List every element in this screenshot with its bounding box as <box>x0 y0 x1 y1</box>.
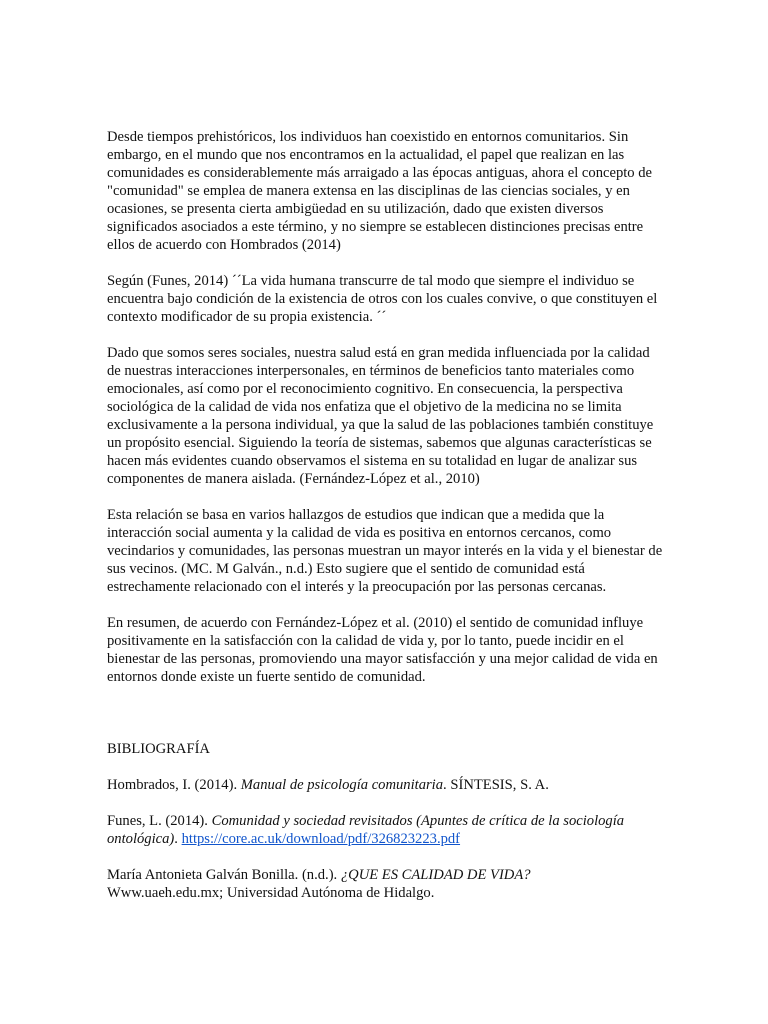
reference-title: ¿QUE ES CALIDAD DE VIDA? <box>340 867 531 883</box>
paragraph-summary: En resumen, de acuerdo con Fernández-López et al. (2010) el sentido de comunidad influye positivamente en la satisfacción con la calidad de vida y, por lo tanto, puede incidir en el bienestar de las personas, promoviendo una mayor satisfacción y una mejor calidad de vida en entornos donde existe un fuerte sentido de comunidad. <box>107 615 658 685</box>
reference-hombrados <box>107 776 663 794</box>
paragraph-relation: Esta relación se basa en varios hallazgos de estudios que indican que a medida que la interacción social aumenta y la calidad de vida es positiva en entornos cercanos, como vecindarios y comunidades, las personas muestran un mayor interés en la vida y el bienestar de sus vecinos. (MC. M Galván., n.d.) Esto sugiere que el sentido de comunidad está estrechamente relacionado con el interés y la preocupación por las personas cercanas. <box>107 507 663 595</box>
document-page <box>107 128 663 920</box>
reference-funes <box>107 812 663 848</box>
reference-author: Funes, L. (2014). <box>107 813 212 829</box>
paragraph-intro: Desde tiempos prehistóricos, los individuos han coexistido en entornos comunitarios. Sin embargo, en el mundo que nos encontramos en la actualidad, el papel que realizan en las comunidades es considerablemente más arraigado a las épocas antiguas, ahora el concepto de "comunidad" se emplea de manera extensa en las disciplinas de las ciencias sociales, y en ocasiones, se presenta cierta ambigüedad en su utilización, dado que existen diversos significados asociados a este término, y no siempre se establecen distinciones precisas entre ellos de acuerdo con Hombrados (2014) <box>107 129 653 253</box>
reference-publisher: . SÍNTESIS, S. A. <box>443 777 549 793</box>
reference-title: Manual de psicología comunitaria <box>240 777 444 793</box>
reference-galvan <box>107 866 663 902</box>
bibliography-heading: BIBLIOGRAFÍA <box>107 741 210 757</box>
reference-link[interactable]: https://core.ac.uk/download/pdf/326823223.pdf <box>181 831 461 847</box>
reference-author: María Antonieta Galván Bonilla. (n.d.). <box>107 867 341 883</box>
reference-title: Comunidad y sociedad revisitados (Apuntes de crítica de la sociología ontológica) <box>107 813 625 847</box>
paragraph-social-health: Dado que somos seres sociales, nuestra salud está en gran medida influenciada por la calidad de nuestras interacciones interpersonales, en términos de beneficios tanto materiales como emocionales, así como por el reconocimiento cognitivo. En consecuencia, la perspectiva sociológica de la calidad de vida nos enfatiza que el objetivo de la medicina no se limita exclusivamente a la persona individual, ya que la salud de las poblaciones también constituye un propósito esencial. Siguiendo la teoría de sistemas, sabemos que algunas características se hacen más evidentes cuando observamos el sistema en su totalidad en lugar de analizar sus componentes de manera aislada. (Fernández-López et al., 2010) <box>107 345 654 487</box>
reference-source: Www.uaeh.edu.mx; Universidad Autónoma de Hidalgo. <box>107 885 435 901</box>
reference-separator: . <box>174 831 182 847</box>
reference-author: Hombrados, I. (2014). <box>107 777 241 793</box>
paragraph-funes-quote: Según (Funes, 2014) ´´La vida humana transcurre de tal modo que siempre el individuo se encuentra bajo condición de la existencia de otros con los cuales convive, o que constituyen el contexto modificador de su propia existencia. ´´ <box>107 273 658 325</box>
section-spacer <box>107 704 663 740</box>
